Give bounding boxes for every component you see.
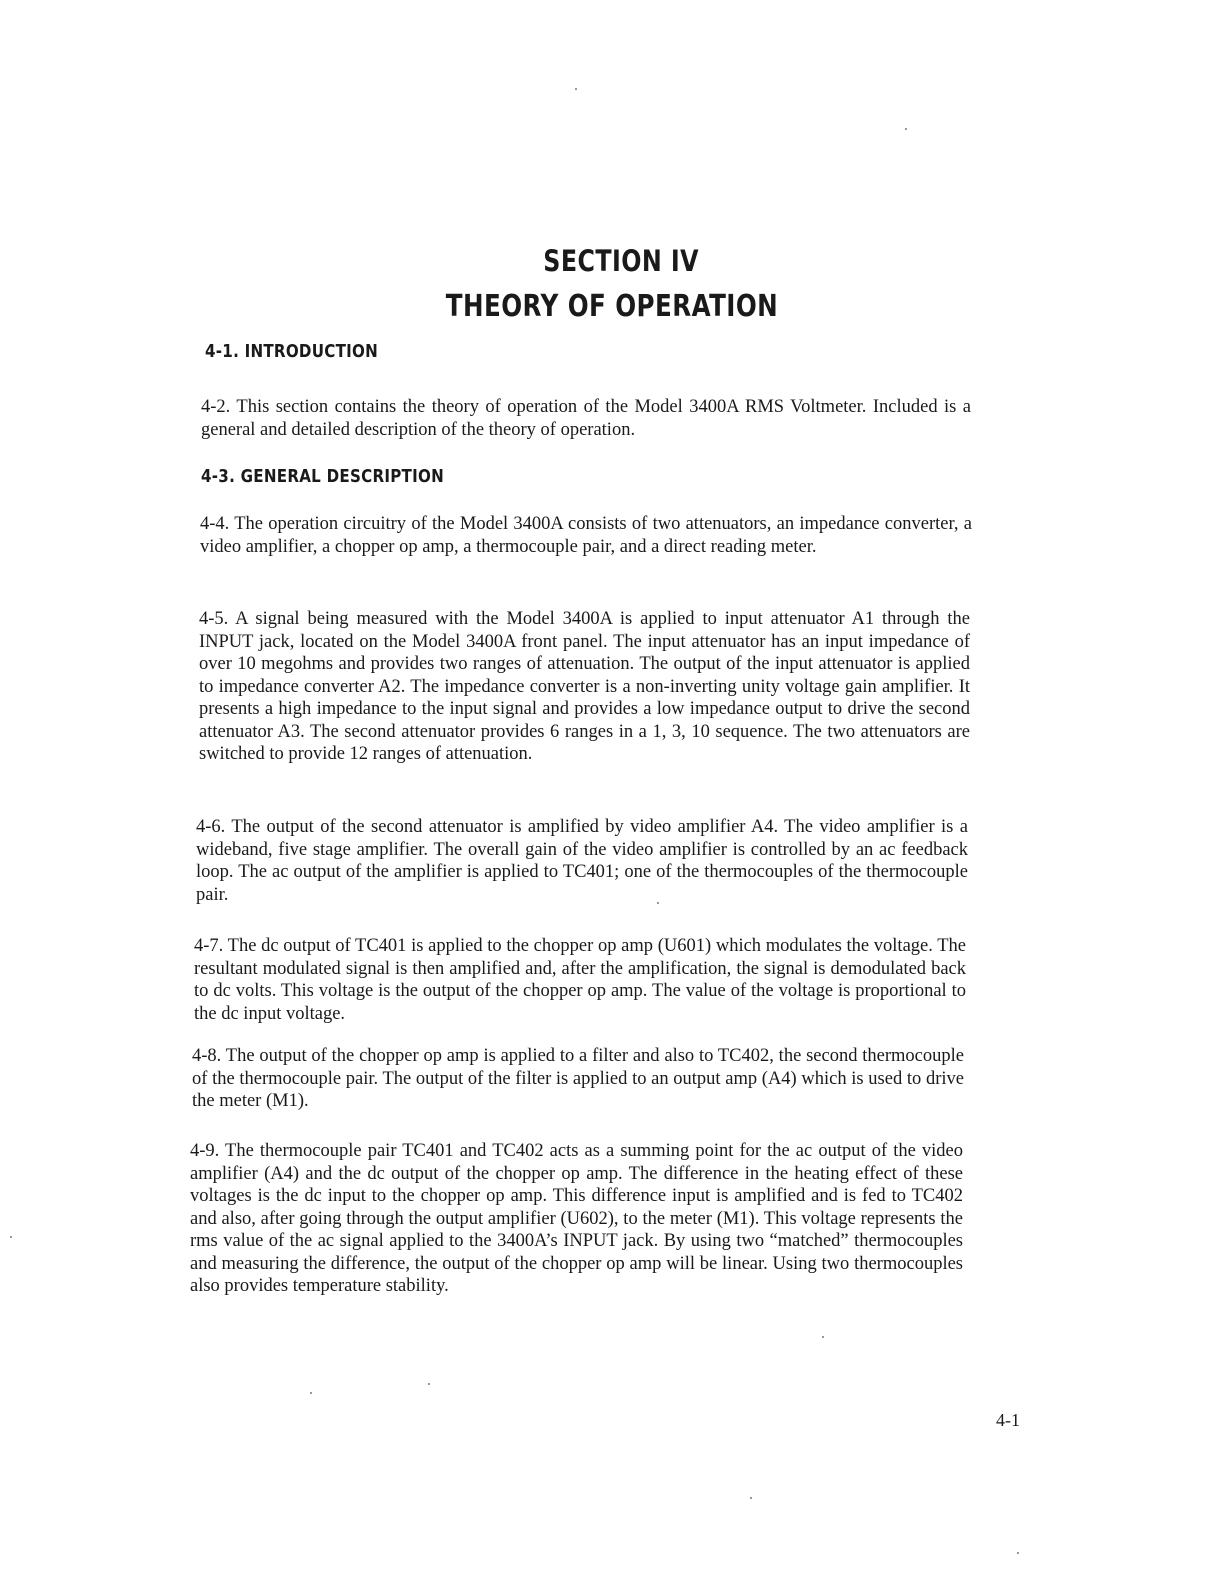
scan-speck bbox=[657, 902, 659, 904]
heading-general-description: 4-3. GENERAL DESCRIPTION bbox=[201, 466, 445, 487]
scan-speck bbox=[905, 128, 907, 130]
paragraph-4-6: 4-6. The output of the second attenuator is amplified by video amplifier A4. The video amplifier is a wideband, five stage amplifier. The overall gain of the video amplifier is controlled by an ac feedback loop. The ac output of the amplifier is applied to TC401; one of the thermocouples of the thermocouple pair. bbox=[196, 817, 968, 905]
paragraph-4-8: 4-8. The output of the chopper op amp is applied to a filter and also to TC402, the second thermocouple of the thermocouple pair. The output of the filter is applied to an output amp (A4) which is used to drive the meter (M1). bbox=[192, 1046, 964, 1111]
scan-speck bbox=[310, 1392, 312, 1394]
paragraph-4-4: 4-4. The operation circuitry of the Model 3400A consists of two attenuators, an impedance converter, a video amplifier, a chopper op amp, a thermocouple pair, and a direct reading meter. bbox=[200, 514, 972, 557]
scan-speck bbox=[10, 1236, 12, 1238]
paragraph-4-9: 4-9. The thermocouple pair TC401 and TC402 acts as a summing point for the ac output of the video amplifier (A4) and the dc output of the chopper op amp. The difference in the heating effect of these voltages is the dc input to the chopper op amp. This difference input is amplified and is fed to TC402 and also, after going through the output amplifier (U602), to the meter (M1). This voltage represents the rms value of the ac signal applied to the 3400A’s INPUT jack. By using two “matched” thermocouples and measuring the difference, the output of the chopper op amp will be linear. Using two thermocouples also provides temperature stability. bbox=[190, 1141, 963, 1296]
heading-introduction: 4-1. INTRODUCTION bbox=[205, 341, 379, 362]
scan-speck bbox=[822, 1336, 824, 1338]
section-subtitle: THEORY OF OPERATION bbox=[445, 289, 779, 324]
scan-speck bbox=[1017, 1552, 1019, 1554]
page-number: 4-1 bbox=[996, 1410, 1020, 1430]
scan-speck bbox=[428, 1383, 430, 1385]
paragraph-4-2: 4-2. This section contains the theory of operation of the Model 3400A RMS Voltmeter. Included is a general and detailed description of the theory of operation. bbox=[201, 397, 971, 440]
paragraph-4-5: 4-5. A signal being measured with the Model 3400A is applied to input attenuator A1 through the INPUT jack, located on the Model 3400A front panel. The input attenuator has an input impedance of over 10 megohms and provides two ranges of attenuation. The output of the input attenuator is applied to impedance converter A2. The impedance converter is a non-inverting unity voltage gain amplifier. It presents a high impedance to the input signal and provides a low impedance output to drive the second attenuator A3. The second attenuator provides 6 ranges in a 1, 3, 10 sequence. The two attenuators are switched to provide 12 ranges of attenuation. bbox=[199, 609, 970, 764]
scan-speck bbox=[575, 88, 577, 90]
paragraph-4-7: 4-7. The dc output of TC401 is applied to the chopper op amp (U601) which modulates the voltage. The resultant modulated signal is then amplified and, after the amplification, the signal is demodulated back to dc volts. This voltage is the output of the chopper op amp. The value of the voltage is proportional to the dc input voltage. bbox=[194, 936, 966, 1024]
scan-speck bbox=[750, 1497, 752, 1499]
section-title: SECTION IV bbox=[543, 244, 699, 278]
